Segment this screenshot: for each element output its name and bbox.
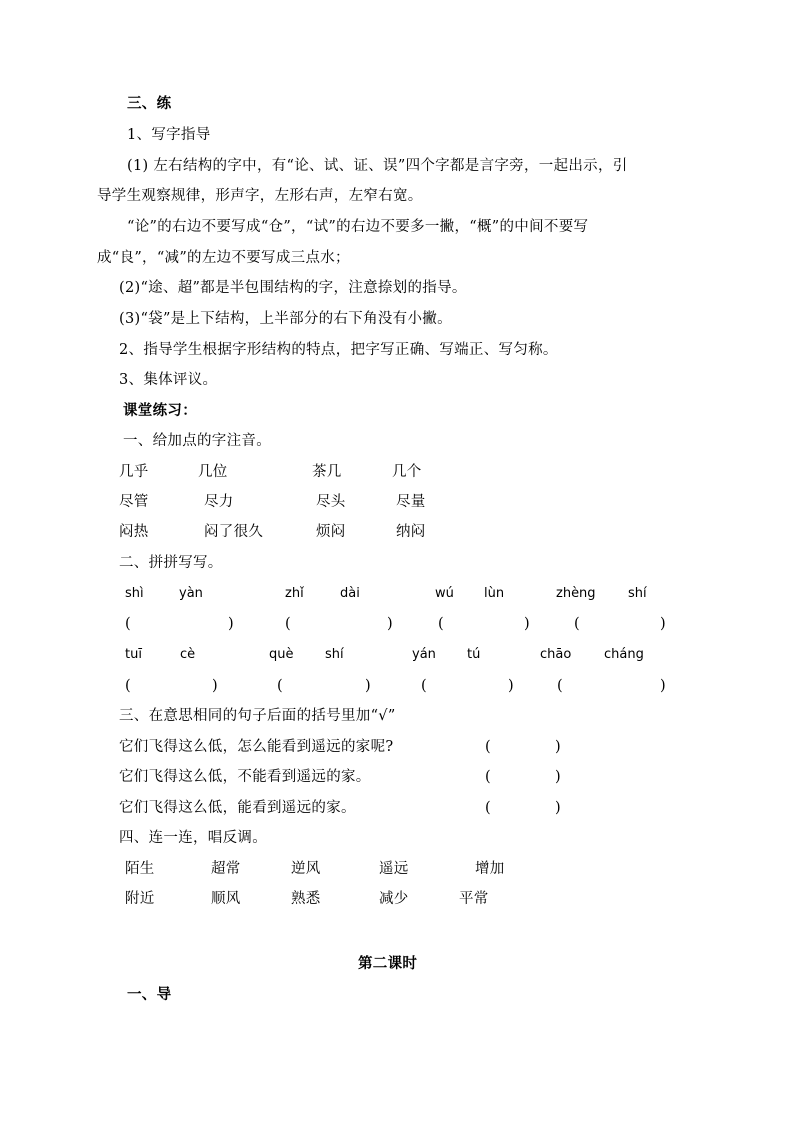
pinyin: dài <box>340 586 360 601</box>
answer-paren-close: ) <box>365 678 371 694</box>
answer-paren-open: ( <box>557 678 563 694</box>
answer-paren-close: ) <box>524 616 530 632</box>
answer-paren-close: ) <box>212 678 218 694</box>
answer-paren-close: ) <box>228 616 234 632</box>
paragraph-line: “论”的右边不要写成“仓”，“试”的右边不要多一撇，“概”的中间不要写 <box>127 219 589 235</box>
word: 烦闷 <box>316 524 346 540</box>
question-title: 一、给加点的字注音。 <box>123 433 271 449</box>
section-heading: 三、练 <box>127 95 172 112</box>
pinyin: wú <box>435 586 454 601</box>
answer-paren-close: ) <box>660 678 666 694</box>
pinyin: lùn <box>484 586 505 601</box>
practice-heading: 课堂练习： <box>123 402 197 419</box>
pinyin: yàn <box>179 586 203 601</box>
answer-paren-open: ( <box>421 678 427 694</box>
pinyin: chāo <box>540 647 572 662</box>
question-title: 四、连一连，唱反调。 <box>119 830 267 846</box>
answer-paren-open: ( <box>485 739 491 755</box>
answer-paren-open: ( <box>277 678 283 694</box>
answer-paren-open: ( <box>485 769 491 785</box>
word: 尽管 <box>119 494 149 510</box>
word: 平常 <box>459 891 489 907</box>
pinyin: zhǐ <box>285 586 304 601</box>
pinyin: shí <box>325 647 344 662</box>
answer-paren-close: ) <box>555 800 561 816</box>
word: 附近 <box>125 891 155 907</box>
word: 闷了很久 <box>204 524 264 540</box>
paragraph-line: (1) 左右结构的字中，有“论、试、证、误”四个字都是言字旁，一起出示，引 <box>127 158 628 174</box>
paragraph-line: (3)“袋”是上下结构，上半部分的右下角没有小撇。 <box>119 311 452 327</box>
question-title: 三、在意思相同的句子后面的括号里加“√” <box>119 708 396 724</box>
word: 纳闷 <box>396 524 426 540</box>
word: 几位 <box>198 464 228 480</box>
paragraph-line: 2、指导学生根据字形结构的特点，把字写正确、写端正、写匀称。 <box>119 342 558 358</box>
pinyin: cháng <box>604 647 644 662</box>
answer-paren-close: ) <box>555 739 561 755</box>
answer-paren-open: ( <box>285 616 291 632</box>
paragraph-line: (2)“途、超”都是半包围结构的字，注意捺划的指导。 <box>119 280 467 296</box>
word: 闷热 <box>119 524 149 540</box>
word: 尽头 <box>316 494 346 510</box>
pinyin: tuī <box>125 647 142 662</box>
word: 陌生 <box>125 861 155 877</box>
word: 遥远 <box>379 861 409 877</box>
sentence: 它们飞得这么低，能看到遥远的家。 <box>119 800 356 816</box>
word: 尽力 <box>204 494 234 510</box>
sentence: 它们飞得这么低，不能看到遥远的家。 <box>119 769 371 785</box>
pinyin: tú <box>467 647 481 662</box>
pinyin: cè <box>180 647 196 662</box>
word: 茶几 <box>312 464 342 480</box>
sentence: 它们飞得这么低，怎么能看到遥远的家呢? <box>119 739 394 755</box>
word: 逆风 <box>291 861 321 877</box>
pinyin: què <box>269 647 294 662</box>
answer-paren-open: ( <box>125 616 131 632</box>
answer-paren-close: ) <box>508 678 514 694</box>
answer-paren-close: ) <box>660 616 666 632</box>
answer-paren-open: ( <box>125 678 131 694</box>
paragraph-line: 成“良”，“减”的左边不要写成三点水； <box>97 250 350 266</box>
word: 超常 <box>211 861 241 877</box>
answer-paren-open: ( <box>574 616 580 632</box>
word: 减少 <box>379 891 409 907</box>
answer-paren-open: ( <box>438 616 444 632</box>
section-heading: 一、导 <box>127 986 172 1003</box>
lesson-title: 第二课时 <box>358 955 418 972</box>
word: 几个 <box>392 464 422 480</box>
pinyin: yán <box>412 647 436 662</box>
paragraph-line: 导学生观察规律，形声字，左形右声，左窄右宽。 <box>97 188 423 204</box>
pinyin: zhèng <box>556 586 596 601</box>
item-title: 1、写字指导 <box>127 127 211 143</box>
answer-paren-open: ( <box>485 800 491 816</box>
word: 熟悉 <box>291 891 321 907</box>
word: 几乎 <box>119 464 149 480</box>
answer-paren-close: ) <box>387 616 393 632</box>
pinyin: shì <box>125 586 144 601</box>
pinyin: shí <box>628 586 647 601</box>
question-title: 二、拼拼写写。 <box>119 555 223 571</box>
word: 增加 <box>475 861 505 877</box>
answer-paren-close: ) <box>555 769 561 785</box>
word: 顺风 <box>211 891 241 907</box>
paragraph-line: 3、集体评议。 <box>119 372 218 388</box>
word: 尽量 <box>396 494 426 510</box>
